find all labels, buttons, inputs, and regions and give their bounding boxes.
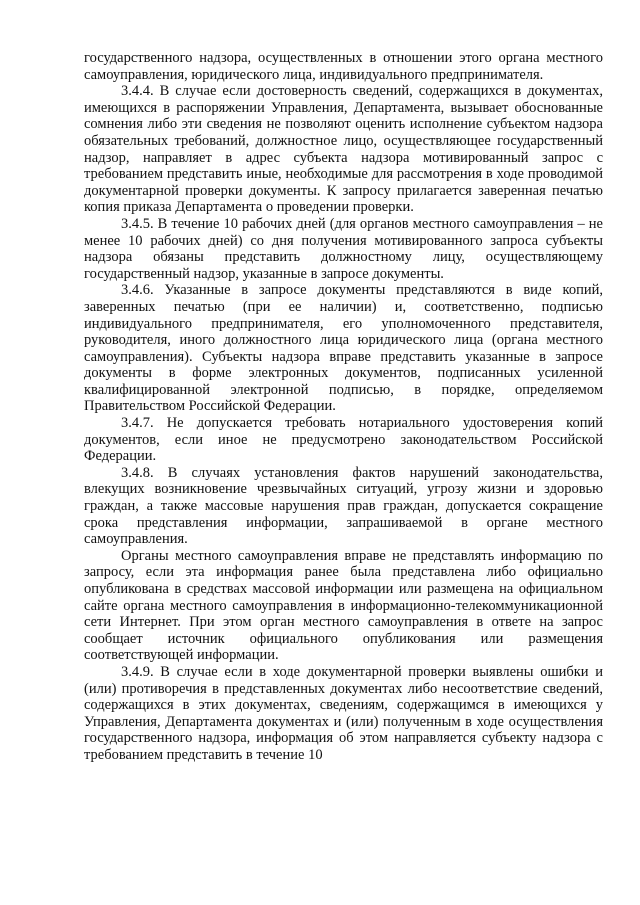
paragraph-3-4-7: 3.4.7. Не допускается требовать нотариального удостоверения копий документов, если иное не предусмотрено законодательством Российской Федерации. (84, 415, 603, 465)
paragraph-3-4-8: 3.4.8. В случаях установления фактов нарушений законодательства, влекущих возникновение чрезвычайных ситуаций, угрозу жизни и здоровью граждан, а также массовые нарушения прав граждан, допускается сокращение срока представления информации, запрашиваемой в органе местного самоуправления. (84, 464, 603, 548)
paragraph-3-4-9: 3.4.9. В случае если в ходе документарной проверки выявлены ошибки и (или) противоречия в представленных документах либо несоответствие сведений, содержащихся в этих документах, сведениям, содержащимся в имеющихся у Управления, Департамента документах и (или) полученным в ходе осуществления государственного надзора, информация об этом направляется субъекту надзора с требованием представить в течение 10 (84, 663, 603, 763)
paragraph-local-authorities: Органы местного самоуправления вправе не представлять информацию по запросу, если эта информация ранее была представлена либо официально опубликована в средствах массовой информации или размещена на официальном сайте органа местного самоуправления в информационно-телекоммуникационной сети Интернет. При этом орган местного самоуправления в ответе на запрос сообщает источник официального опубликования или размещения соответствующей информации. (84, 547, 603, 664)
document-page (84, 50, 603, 764)
paragraph-3-4-6: 3.4.6. Указанные в запросе документы представляются в виде копий, заверенных печатью (при ее наличии) и, соответственно, подписью индивидуального предпринимателя, его уполномоченного представителя, руководителя, иного должностного лица юридического лица (органа местного самоуправления). Субъекты надзора вправе представить указанные в запросе документы в форме электронных документов, подписанных усиленной квалифицированной электронной подписью, в порядке, определяемом Правительством Российской Федерации. (84, 282, 603, 415)
paragraph-continuation: государственного надзора, осуществленных в отношении этого органа местного самоуправления, юридического лица, индивидуального предпринимателя. (84, 50, 603, 83)
paragraph-3-4-4: 3.4.4. В случае если достоверность сведений, содержащихся в документах, имеющихся в распоряжении Управления, Департамента, вызывает обоснованные сомнения либо эти сведения не позволяют оценить исполнение субъектом надзора обязательных требований, должностное лицо, осуществляющее государственный надзор, направляет в адрес субъекта надзора мотивированный запрос с требованием представить иные, необходимые для рассмотрения в ходе проводимой документарной проверки документы. К запросу прилагается заверенная печатью копия приказа Департамента о проведении проверки. (84, 83, 603, 216)
paragraph-3-4-5: 3.4.5. В течение 10 рабочих дней (для органов местного самоуправления – не менее 10 рабочих дней) со дня получения мотивированного запроса субъекты надзора обязаны представить должностному лицу, осуществляющему государственный надзор, указанные в запросе документы. (84, 215, 603, 282)
